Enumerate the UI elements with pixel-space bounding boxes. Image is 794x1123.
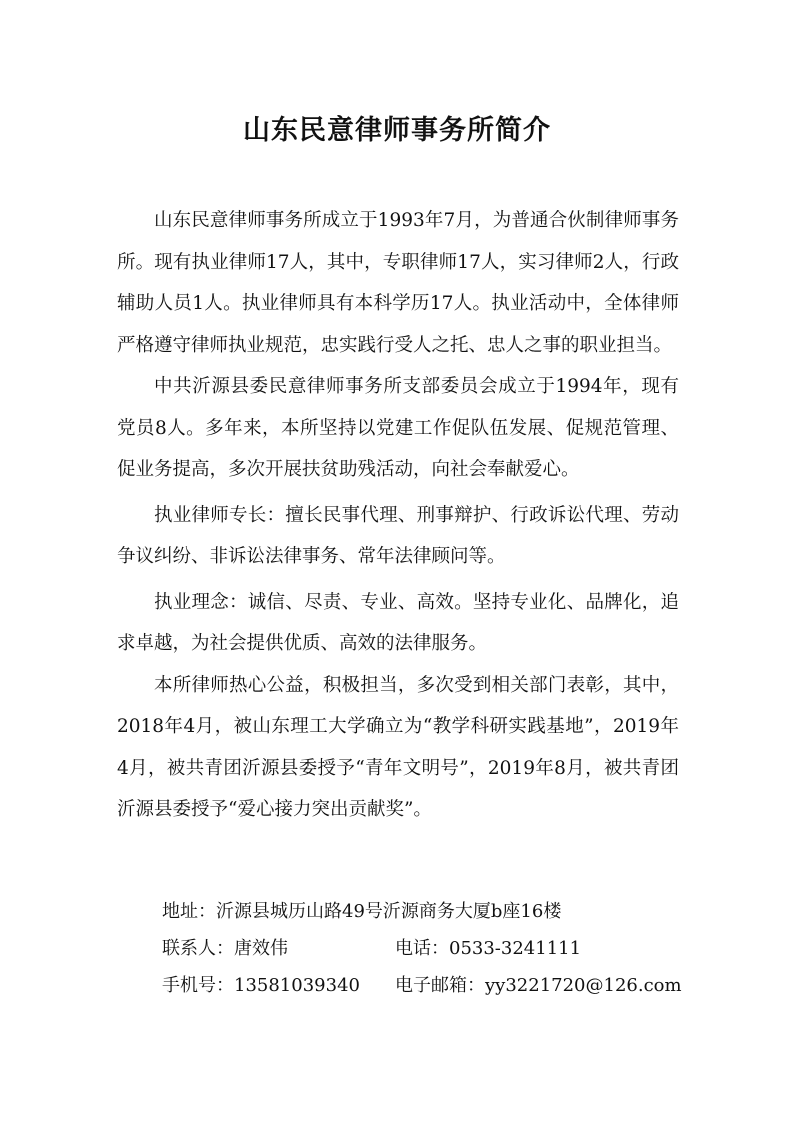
phone-text: 电话：0533-3241111 <box>395 938 582 959</box>
contact-person-text: 联系人：唐效伟 <box>162 938 288 959</box>
mobile-text: 手机号：13581039340 <box>162 975 360 996</box>
address-text: 地址：沂源县城历山路49号沂源商务大厦b座16楼 <box>162 901 562 922</box>
paragraph-specialties: 执业律师专长：擅长民事代理、刑事辩护、行政诉讼代理、劳动争议纠纷、非诉讼法律事务、常年法律顾问等。 <box>117 504 679 567</box>
document-body <box>117 200 679 831</box>
paragraph-party-branch: 中共沂源县委民意律师事务所支部委员会成立于1994年，现有党员8人。多年来，本所坚持以党建工作促队伍发展、促规范管理、促业务提高，多次开展扶贫助残活动，向社会奉献爱心。 <box>117 376 679 480</box>
contact-row-address <box>162 893 682 930</box>
contact-row-mobile-email <box>162 967 682 1004</box>
document-title: 山东民意律师事务所简介 <box>243 115 551 146</box>
paragraph-firm-overview: 山东民意律师事务所成立于1993年7月，为普通合伙制律师事务所。现有执业律师17人，其中，专职律师17人，实习律师2人，行政辅助人员1人。执业律师具有本科学历17人。执业活动中，全体律师严格遵守律师执业规范，忠实践行受人之托、忠人之事的职业担当。 <box>117 210 679 356</box>
paragraph-philosophy: 执业理念：诚信、尽责、专业、高效。坚持专业化、品牌化，追求卓越，为社会提供优质、高效的法律服务。 <box>117 591 679 654</box>
contact-block <box>162 893 682 1004</box>
email-text: 电子邮箱：yy3221720@126.com <box>395 975 682 996</box>
contact-row-person-phone <box>162 930 682 967</box>
paragraph-honors: 本所律师热心公益，积极担当，多次受到相关部门表彰，其中，2018年4月，被山东理工大学确立为“教学科研实践基地”，2019年4月，被共青团沂源县委授予“青年文明号”，2019年8月，被共青团沂源县委授予“爱心接力突出贡献奖”。 <box>117 674 679 820</box>
